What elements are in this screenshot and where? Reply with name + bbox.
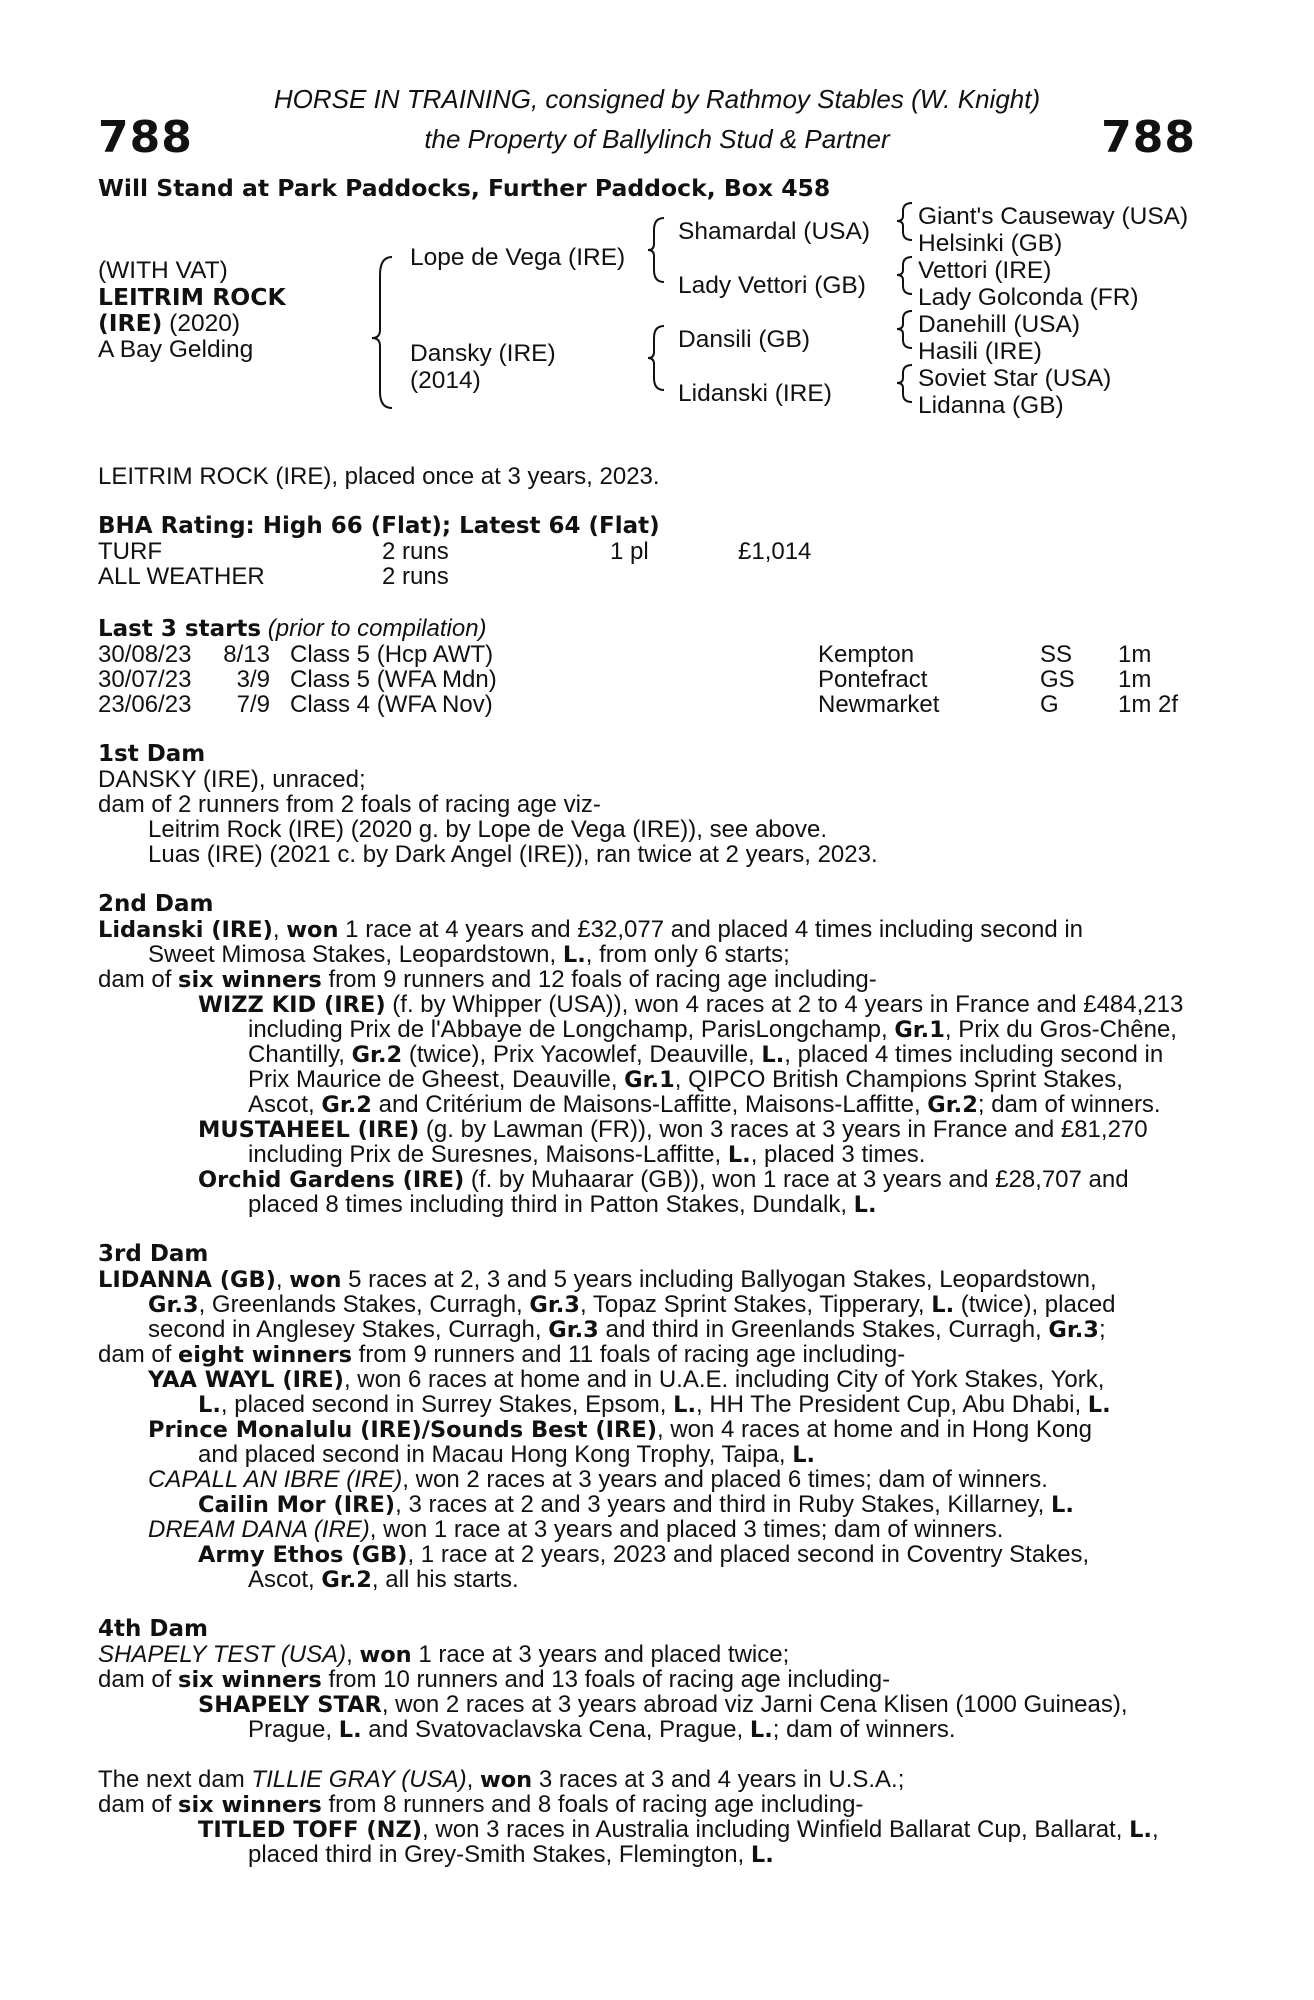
start-position: 3/9	[236, 666, 270, 693]
third-dam-line	[98, 1341, 905, 1369]
start-going: SS	[1040, 641, 1073, 668]
text-span: L.	[1087, 1392, 1111, 1418]
third-dam-progeny	[148, 1516, 1003, 1544]
third-dam-line	[148, 1291, 1116, 1319]
text-span: , HH The President Cup, Abu Dhabi,	[696, 1391, 1088, 1418]
second-dam-progeny	[198, 1166, 1129, 1194]
first-dam-line: DANSKY (IRE), unraced;	[98, 766, 366, 793]
start-date: 30/08/23	[98, 641, 192, 668]
text-span: Ascot,	[248, 1566, 322, 1593]
third-dam-progeny	[148, 1366, 1104, 1394]
horse-year: (2020)	[162, 310, 241, 337]
ancestor-2: Helsinki (GB)	[918, 230, 1063, 257]
text-span: Gr.3	[548, 1317, 599, 1343]
text-span: from 9 runners and 12 foals of racing age including-	[321, 966, 877, 993]
start-date: 23/06/23	[98, 691, 192, 718]
progeny-name: CAPALL AN IBRE (IRE)	[148, 1466, 403, 1493]
text-span: won	[479, 1767, 533, 1793]
last-starts-title: Last 3 starts	[98, 616, 262, 642]
text-span: , placed 3 times.	[750, 1141, 926, 1168]
text-span: L.	[338, 1717, 362, 1743]
text-span: Gr.2	[321, 1567, 372, 1593]
text-span: L.	[198, 1392, 221, 1418]
text-span: six winners	[178, 967, 322, 993]
rating-turf-placed: 1 pl	[610, 538, 649, 565]
next-dam-line	[98, 1791, 863, 1819]
text-span: from 10 runners and 13 foals of racing age including-	[321, 1666, 891, 1693]
third-dam-progeny	[248, 1566, 519, 1594]
first-dam-line: dam of 2 runners from 2 foals of racing age viz-	[98, 791, 601, 818]
text-span: ; dam of winners.	[772, 1716, 956, 1743]
text-span: Gr.3	[529, 1292, 580, 1318]
second-dam-title: 2nd Dam	[98, 891, 214, 917]
rating-turf-runs: 2 runs	[382, 538, 449, 565]
dam-sire: Dansili (GB)	[678, 326, 811, 353]
text-span: won	[359, 1642, 412, 1668]
text-span: (twice), Prix Yacowlef, Deauville,	[402, 1041, 762, 1068]
start-course: Newmarket	[818, 691, 940, 718]
brace-g1	[897, 203, 912, 240]
text-span: L.	[1051, 1492, 1074, 1518]
fourth-dam-line	[98, 1641, 789, 1669]
progeny-name: Army Ethos (GB)	[198, 1542, 408, 1568]
second-dam-progeny	[198, 1116, 1148, 1144]
text-span: Gr.2	[321, 1092, 372, 1118]
text-span: Gr.3	[1048, 1317, 1099, 1343]
text-span: ,	[1151, 1816, 1159, 1843]
text-span: , 3 races at 2 and 3 years and third in Ruby Stakes, Killarney,	[395, 1491, 1052, 1518]
brace-g3	[897, 311, 912, 348]
last-starts-note: (prior to compilation)	[261, 615, 487, 642]
first-dam-progeny: Luas (IRE) (2021 c. by Dark Angel (IRE)), ran twice at 2 years, 2023.	[148, 841, 878, 868]
text-span: won	[286, 917, 339, 943]
text-span: six winners	[178, 1667, 322, 1693]
progeny-name: Orchid Gardens (IRE)	[198, 1167, 465, 1193]
text-span: ; dam of winners.	[977, 1091, 1161, 1118]
fourth-dam-progeny	[248, 1716, 956, 1744]
third-dam-progeny	[198, 1541, 1089, 1569]
text-span: ,	[275, 1266, 290, 1293]
start-position: 8/13	[223, 641, 270, 668]
vat-note: (WITH VAT)	[98, 257, 228, 284]
text-span: Gr.3	[148, 1292, 199, 1318]
sire-dam: Lady Vettori (GB)	[678, 272, 866, 299]
text-span: , all his starts.	[371, 1566, 519, 1593]
stand-location: Will Stand at Park Paddocks, Further Paddock, Box 458	[98, 174, 831, 202]
text-span: and Svatovaclavska Cena, Prague,	[361, 1716, 750, 1743]
text-span: 3 races at 3 and 4 years in U.S.A.;	[532, 1766, 905, 1793]
third-dam-progeny	[198, 1391, 1111, 1419]
third-dam-title: 3rd Dam	[98, 1241, 209, 1267]
start-position: 7/9	[236, 691, 270, 718]
brace-sire	[648, 218, 664, 282]
start-race: Class 5 (WFA Mdn)	[290, 666, 497, 693]
rating-aw-surface: ALL WEATHER	[98, 563, 265, 590]
text-span: L.	[792, 1442, 816, 1468]
third-dam-line	[148, 1316, 1106, 1344]
text-span: won	[289, 1267, 342, 1293]
text-span: 1 race at 4 years and £32,077 and placed 4 times including second in	[338, 916, 1084, 943]
dam-name: Lidanski (IRE)	[98, 917, 273, 943]
progeny-name: YAA WAYL (IRE)	[148, 1367, 344, 1393]
fourth-dam-title: 4th Dam	[98, 1616, 208, 1642]
text-span: ,	[272, 916, 287, 943]
lot-number-right: 788	[1101, 112, 1196, 163]
text-span: Prix Maurice de Gheest, Deauville,	[248, 1066, 625, 1093]
last-starts-heading	[98, 615, 487, 643]
text-span: L.	[853, 1192, 877, 1218]
rating-aw-runs: 2 runs	[382, 563, 449, 590]
brace-g2	[897, 257, 912, 294]
horse-name: LEITRIM ROCK	[98, 283, 286, 311]
text-span: ;	[1098, 1316, 1106, 1343]
next-dam-progeny	[248, 1841, 774, 1869]
third-dam-progeny	[198, 1441, 815, 1469]
second-dam-progeny	[248, 1066, 1123, 1094]
ancestor-8: Lidanna (GB)	[918, 392, 1064, 419]
text-span: (f. by Whipper (USA)), won 4 races at 2 to 4 years in France and £484,213	[385, 991, 1184, 1018]
dam-name: LIDANNA (GB)	[98, 1267, 276, 1293]
ancestor-6: Hasili (IRE)	[918, 338, 1042, 365]
text-span: Sweet Mimosa Stakes, Leopardstown,	[148, 941, 563, 968]
second-dam-progeny	[248, 1091, 1161, 1119]
start-distance: 1m	[1118, 641, 1152, 668]
second-dam-line	[98, 966, 877, 994]
text-span: (f. by Muhaarar (GB)), won 1 race at 3 years and £28,707 and	[464, 1166, 1129, 1193]
bha-rating-title: BHA Rating: High 66 (Flat); Latest 64 (Flat)	[98, 513, 660, 539]
text-span: , placed second in Surrey Stakes, Epsom,	[220, 1391, 674, 1418]
consignor-line: HORSE IN TRAINING, consigned by Rathmoy Stables (W. Knight)	[273, 84, 1041, 114]
start-race: Class 4 (WFA Nov)	[290, 691, 493, 718]
text-span: , 1 race at 2 years, 2023 and placed second in Coventry Stakes,	[407, 1541, 1090, 1568]
text-span: and third in Greenlands Stakes, Curragh,	[598, 1316, 1049, 1343]
progeny-name: SHAPELY STAR	[198, 1692, 382, 1718]
progeny-name: Cailin Mor (IRE)	[198, 1492, 396, 1518]
text-span: , Prix du Gros-Chêne,	[944, 1016, 1177, 1043]
text-span: from 9 runners and 11 foals of racing age including-	[352, 1341, 906, 1368]
text-span: , won 4 races at home and in Hong Kong	[657, 1416, 1092, 1443]
text-span: dam of	[98, 1341, 179, 1368]
text-span: Gr.2	[351, 1042, 403, 1068]
fourth-dam-progeny	[198, 1691, 1128, 1719]
text-span: L.	[750, 1842, 774, 1868]
text-span: The next dam	[98, 1766, 252, 1793]
progeny-name: MUSTAHEEL (IRE)	[198, 1117, 420, 1143]
start-distance: 1m	[1118, 666, 1152, 693]
progeny-name: Prince Monalulu (IRE)/Sounds Best (IRE)	[148, 1417, 657, 1443]
text-span: , Greenlands Stakes, Curragh,	[198, 1291, 530, 1318]
start-going: GS	[1040, 666, 1075, 693]
horse-description: A Bay Gelding	[98, 336, 254, 363]
progeny-name: WIZZ KID (IRE)	[198, 992, 386, 1018]
brace-g4	[897, 365, 912, 402]
third-dam-progeny	[198, 1491, 1074, 1519]
start-date: 30/07/23	[98, 666, 192, 693]
ancestor-4: Lady Golconda (FR)	[918, 284, 1139, 311]
text-span: L.	[749, 1717, 773, 1743]
sire-sire: Shamardal (USA)	[678, 218, 870, 245]
second-dam-progeny	[248, 1141, 925, 1169]
next-dam-line	[98, 1766, 904, 1794]
first-dam-progeny: Leitrim Rock (IRE) (2020 g. by Lope de Vega (IRE)), see above.	[148, 816, 827, 843]
text-span: Gr.2	[927, 1092, 978, 1118]
text-span: Gr.1	[894, 1017, 945, 1043]
text-span: (twice), placed	[954, 1291, 1116, 1318]
text-span: , won 2 races at 3 years and placed 6 times; dam of winners.	[402, 1466, 1048, 1493]
text-span: Gr.1	[624, 1067, 675, 1093]
text-span: from 8 runners and 8 foals of racing age including-	[321, 1791, 864, 1818]
text-span: including Prix de l'Abbaye de Longchamp, ParisLongchamp,	[248, 1016, 895, 1043]
property-line: the Property of Ballylinch Stud & Partner	[424, 124, 890, 154]
lot-number-left: 788	[98, 112, 193, 163]
start-race: Class 5 (Hcp AWT)	[290, 641, 494, 668]
text-span: (g. by Lawman (FR)), won 3 races at 3 years in France and £81,270	[419, 1116, 1148, 1143]
text-span: ,	[466, 1766, 480, 1793]
text-span: second in Anglesey Stakes, Curragh,	[148, 1316, 549, 1343]
text-span: Ascot,	[248, 1091, 322, 1118]
text-span: dam of	[98, 1791, 179, 1818]
text-span: six winners	[178, 1792, 322, 1818]
text-span: , from only 6 starts;	[585, 941, 790, 968]
text-span: Prague,	[248, 1716, 339, 1743]
sire: Lope de Vega (IRE)	[410, 244, 626, 271]
fourth-dam-line	[98, 1666, 890, 1694]
progeny-name: TITLED TOFF (NZ)	[198, 1817, 423, 1843]
start-course: Kempton	[818, 641, 915, 668]
text-span: L.	[1129, 1817, 1152, 1843]
second-dam-progeny	[248, 1191, 877, 1219]
third-dam-progeny	[148, 1466, 1048, 1494]
second-dam-line	[98, 916, 1083, 944]
text-span: dam of	[98, 1666, 179, 1693]
text-span: , won 1 race at 3 years and placed 3 times; dam of winners.	[369, 1516, 1004, 1543]
brace-dam	[648, 326, 664, 390]
first-dam-title: 1st Dam	[98, 741, 206, 767]
text-span: , QIPCO British Champions Sprint Stakes,	[674, 1066, 1123, 1093]
text-span: L.	[761, 1042, 785, 1068]
dam-year: (2014)	[410, 367, 481, 394]
text-span: L.	[562, 942, 586, 968]
second-dam-progeny	[248, 1016, 1177, 1044]
text-span: placed 8 times including third in Patton Stakes, Dundalk,	[248, 1191, 854, 1218]
text-span: and placed second in Macau Hong Kong Trophy, Taipa,	[198, 1441, 793, 1468]
second-dam-line	[148, 941, 790, 969]
next-dam-progeny	[198, 1816, 1159, 1844]
ancestor-1: Giant's Causeway (USA)	[918, 203, 1189, 230]
second-dam-progeny	[198, 991, 1183, 1019]
text-span: eight winners	[178, 1342, 353, 1368]
rating-turf-surface: TURF	[98, 538, 162, 565]
third-dam-line	[98, 1266, 1097, 1294]
start-distance: 1m 2f	[1118, 691, 1179, 718]
text-span: , won 2 races at 3 years abroad viz Jarni Cena Klisen (1000 Guineas),	[381, 1691, 1128, 1718]
third-dam-progeny	[148, 1416, 1092, 1444]
text-span: L.	[673, 1392, 697, 1418]
second-dam-progeny	[248, 1041, 1163, 1069]
text-span: , won 6 races at home and in U.A.E. including City of York Stakes, York,	[343, 1366, 1105, 1393]
text-span: dam of	[98, 966, 179, 993]
dam-dam: Lidanski (IRE)	[678, 380, 832, 407]
brace-main	[372, 257, 392, 408]
dam: Dansky (IRE)	[410, 340, 556, 367]
text-span: 1 race at 3 years and placed twice;	[411, 1641, 790, 1668]
start-going: G	[1040, 691, 1059, 718]
text-span: L.	[931, 1292, 955, 1318]
progeny-name: DREAM DANA (IRE)	[148, 1516, 370, 1543]
start-course: Pontefract	[818, 666, 928, 693]
ancestor-5: Danehill (USA)	[918, 311, 1081, 338]
horse-origin: (IRE)	[98, 309, 163, 337]
ancestor-3: Vettori (IRE)	[918, 257, 1052, 284]
dam-name: SHAPELY TEST (USA)	[98, 1641, 347, 1668]
rating-turf-prize: £1,014	[738, 538, 812, 565]
text-span: , Topaz Sprint Stakes, Tipperary,	[579, 1291, 932, 1318]
text-span: placed third in Grey-Smith Stakes, Flemington,	[248, 1841, 751, 1868]
text-span: , won 3 races in Australia including Winfield Ballarat Cup, Ballarat,	[422, 1816, 1130, 1843]
text-span: 5 races at 2, 3 and 5 years including Ballyogan Stakes, Leopardstown,	[341, 1266, 1097, 1293]
text-span: , placed 4 times including second in	[784, 1041, 1164, 1068]
text-span: Chantilly,	[248, 1041, 352, 1068]
text-span: and Critérium de Maisons-Laffitte, Maisons-Laffitte,	[371, 1091, 928, 1118]
ancestor-7: Soviet Star (USA)	[918, 365, 1112, 392]
text-span: ,	[346, 1641, 360, 1668]
dam-name: TILLIE GRAY (USA)	[251, 1766, 467, 1793]
race-summary: LEITRIM ROCK (IRE), placed once at 3 years, 2023.	[98, 463, 660, 490]
text-span: including Prix de Suresnes, Maisons-Laffitte,	[248, 1141, 728, 1168]
text-span: L.	[727, 1142, 751, 1168]
